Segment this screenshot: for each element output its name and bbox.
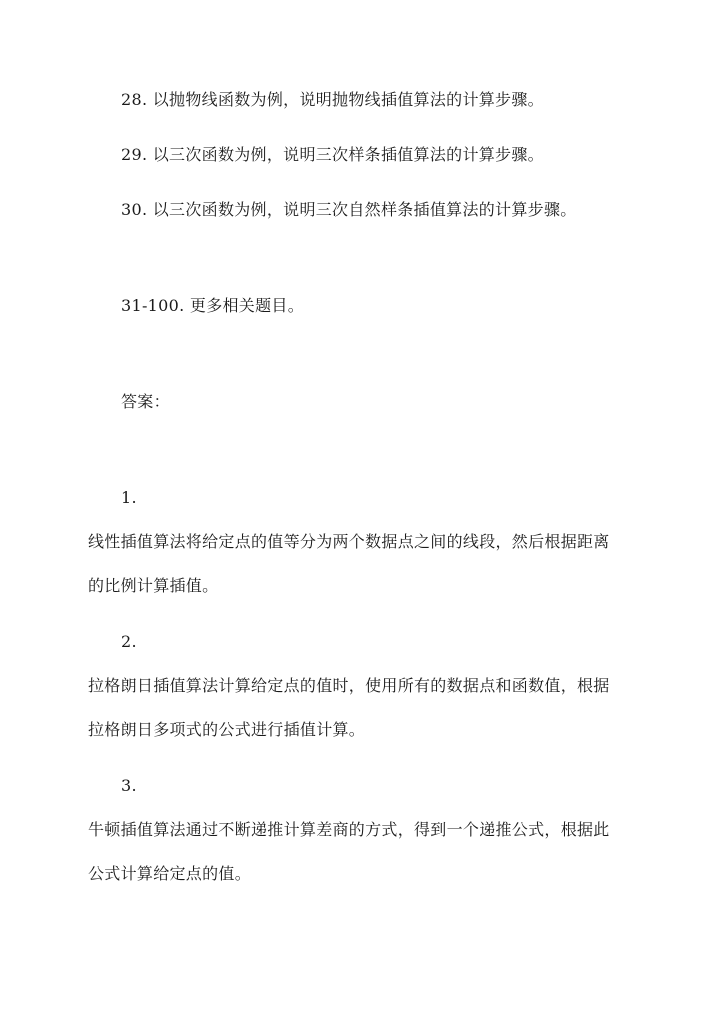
question-number: 31-100. [121, 296, 185, 315]
answer-text-line: 拉格朗日插值算法计算给定点的值时，使用所有的数据点和函数值，根据 [88, 676, 610, 695]
question-text: 以三次函数为例，说明三次自然样条插值算法的计算步骤。 [152, 200, 577, 219]
answer-number: 2. [121, 632, 137, 651]
question-text: 以三次函数为例，说明三次样条插值算法的计算步骤。 [152, 145, 544, 164]
answer-number: 1. [121, 488, 137, 507]
answer-text-line: 的比例计算插值。 [88, 576, 219, 595]
question-text: 以抛物线函数为例，说明抛物线插值算法的计算步骤。 [152, 90, 544, 109]
answer-text-line: 公式计算给定点的值。 [88, 864, 252, 883]
question-31-100 [121, 296, 304, 316]
answer-text-line: 拉格朗日多项式的公式进行插值计算。 [88, 720, 366, 739]
question-number: 29. [121, 145, 148, 164]
question-text: 更多相关题目。 [189, 296, 304, 315]
answer-text-line: 线性插值算法将给定点的值等分为两个数据点之间的线段，然后根据距离 [88, 532, 610, 551]
answers-heading: 答案： [121, 392, 170, 411]
answer-number: 3. [121, 776, 137, 795]
question-number: 30. [121, 200, 148, 219]
question-30 [121, 200, 577, 220]
question-28 [121, 90, 544, 110]
answer-text-line: 牛顿插值算法通过不断递推计算差商的方式，得到一个递推公式，根据此 [88, 820, 610, 839]
question-29 [121, 145, 544, 165]
question-number: 28. [121, 90, 148, 109]
